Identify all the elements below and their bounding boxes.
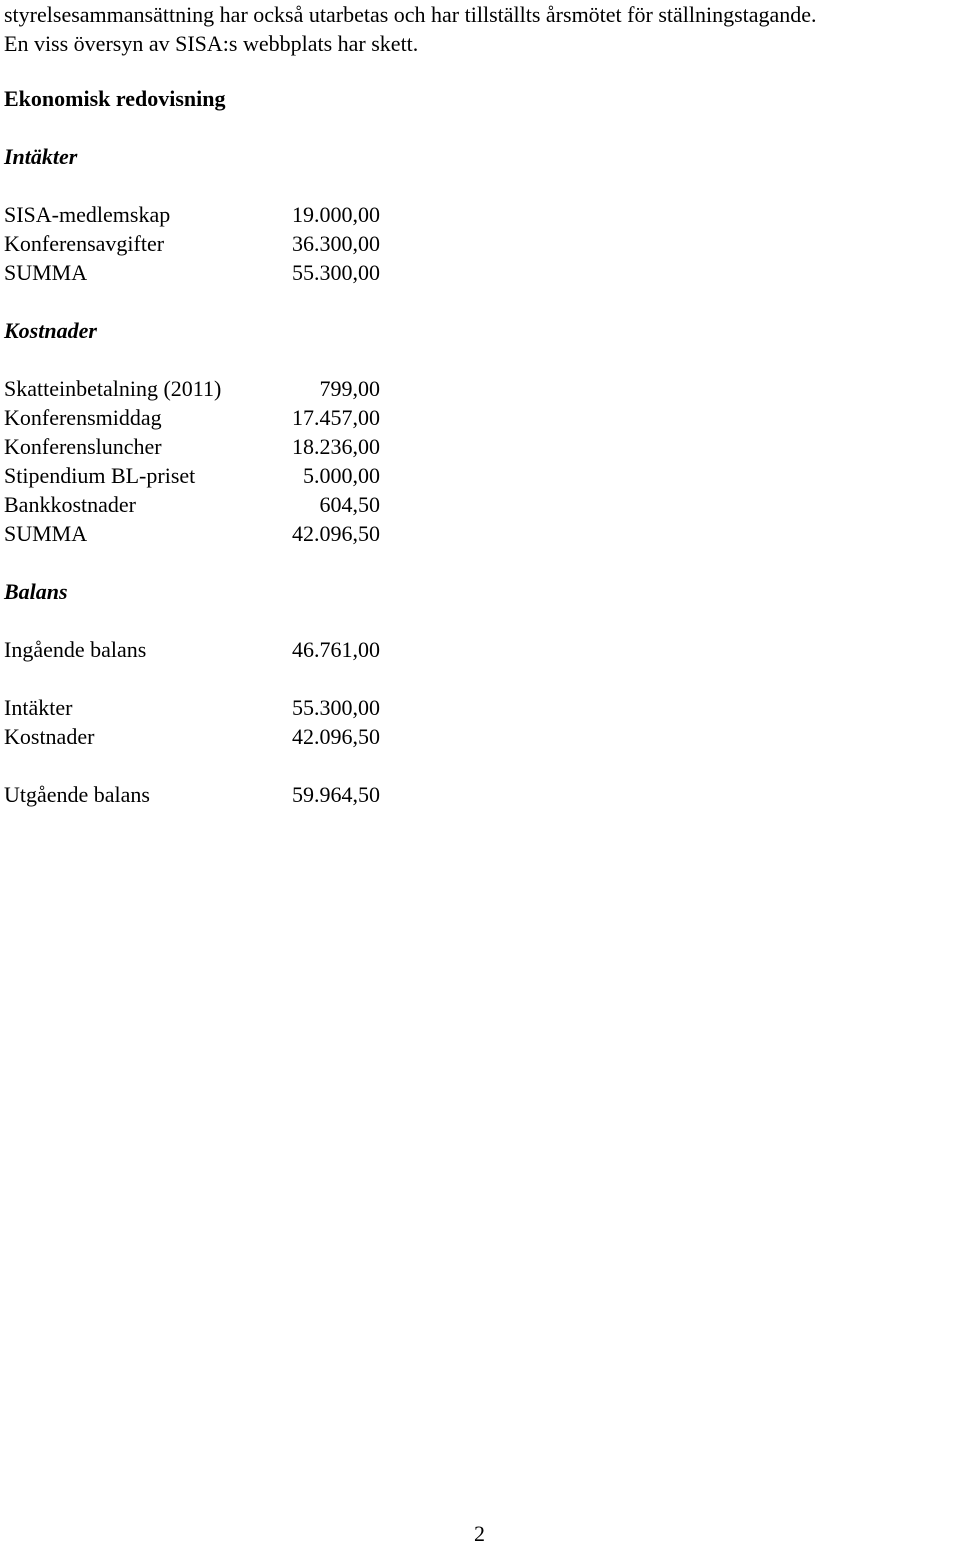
intro-line: En viss översyn av SISA:s webbplats har skett. xyxy=(4,31,419,56)
row-label: Konferensavgifter xyxy=(4,231,165,256)
balance-heading: Balans xyxy=(4,579,68,604)
row-value: 5.000,00 xyxy=(303,463,380,488)
income-heading: Intäkter xyxy=(4,144,78,169)
row-label: Intäkter xyxy=(4,695,73,720)
row-label: SUMMA xyxy=(4,260,88,285)
balance-income-row xyxy=(4,693,384,722)
row-value: 799,00 xyxy=(319,376,380,401)
row-label: Utgående balans xyxy=(4,782,150,807)
row-value: 604,50 xyxy=(319,492,380,517)
row-label: Konferensluncher xyxy=(4,434,162,459)
row-value: 17.457,00 xyxy=(292,405,380,430)
row-value: 36.300,00 xyxy=(292,231,380,256)
row-value: 19.000,00 xyxy=(292,202,380,227)
intro-line: styrelsesammansättning har också utarbetas och har tillställts årsmötet för ställningstagande. xyxy=(4,2,817,27)
row-label: Stipendium BL-priset xyxy=(4,463,196,488)
cost-row xyxy=(4,403,384,432)
row-label: Skatteinbetalning (2011) xyxy=(4,376,222,401)
opening-balance-row xyxy=(4,635,384,664)
row-label: Bankkostnader xyxy=(4,492,136,517)
income-sum-row xyxy=(4,258,384,287)
row-value: 18.236,00 xyxy=(292,434,380,459)
cost-sum-row xyxy=(4,519,384,548)
report-title: Ekonomisk redovisning xyxy=(4,86,226,111)
page-number: 2 xyxy=(474,1521,485,1546)
row-value: 46.761,00 xyxy=(292,637,380,662)
costs-heading: Kostnader xyxy=(4,318,97,343)
intro-paragraph xyxy=(4,0,817,58)
row-label: SUMMA xyxy=(4,521,88,546)
income-row xyxy=(4,229,384,258)
cost-row xyxy=(4,461,384,490)
cost-row xyxy=(4,374,384,403)
cost-row xyxy=(4,432,384,461)
row-label: SISA-medlemskap xyxy=(4,202,171,227)
income-row xyxy=(4,200,384,229)
row-label: Kostnader xyxy=(4,724,95,749)
row-label: Ingående balans xyxy=(4,637,147,662)
cost-row xyxy=(4,490,384,519)
row-label: Konferensmiddag xyxy=(4,405,162,430)
row-value: 42.096,50 xyxy=(292,724,380,749)
balance-costs-row xyxy=(4,722,384,751)
row-value: 59.964,50 xyxy=(292,782,380,807)
row-value: 55.300,00 xyxy=(292,695,380,720)
row-value: 42.096,50 xyxy=(292,521,380,546)
row-value: 55.300,00 xyxy=(292,260,380,285)
closing-balance-row xyxy=(4,780,384,809)
